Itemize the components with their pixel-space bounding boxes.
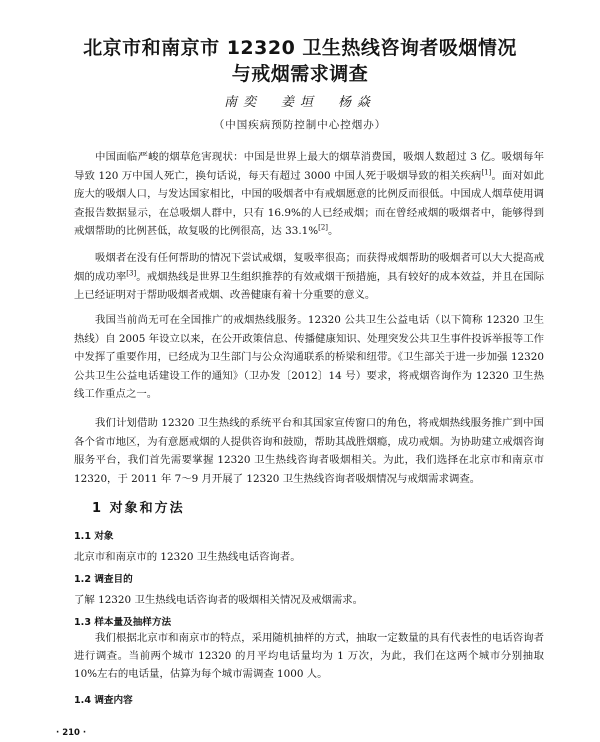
paragraph-2 — [74, 249, 544, 305]
article-title-line-2: 与戒烟需求调查 — [231, 63, 369, 85]
paragraph-3: 我国当前尚无可在全国推广的戒烟热线服务。12320 公共卫生公益电话（以下简称 12320 卫生热线）自 2005 年设立以来，在公开政策信息、传播健康知识、处理突发公共卫生事件投诉举报等工作中发挥了重要作用，已经成为卫生部门与公众沟通联系的桥梁和纽带。《卫生部关于进一步加强 12320 公共卫生公益电话建设工作的通知》（卫办发〔2012〕14 号）要求，将戒烟咨询作为 12320 卫生热线工作重点之一。 — [74, 314, 544, 400]
section-1-heading: 1 对象和方法 — [92, 501, 185, 516]
paragraph-1 — [74, 148, 544, 241]
subsection-1-1-heading: 1.1 对象 — [74, 531, 114, 542]
subsection-1-2-text: 了解 12320 卫生热线电话咨询者的吸烟相关情况及戒烟需求。 — [74, 594, 364, 606]
paragraph-1-end: 。 — [328, 225, 339, 237]
paragraph-1-text: 中国面临严峻的烟草危害现状：中国是世界上最大的烟草消费国，吸烟人数超过 3 亿。吸烟每年导致 120 万中国人死亡，换句话说，每天有超过 3000 中国人死于吸烟导致的相关疾病 — [74, 151, 544, 182]
subsection-1-2-heading: 1.2 调查目的 — [74, 574, 133, 585]
affiliation: （中国疾病预防控制中心控烟办） — [213, 119, 387, 131]
subsection-1-3-text: 我们根据北京市和南京市的特点，采用随机抽样的方式，抽取一定数量的具有代表性的电话咨询者进行调查。当前两个城市 12320 的月平均电话量均为 1 万次，为此，我们在这两个城市分别抽取 10%左右的电话量，估算为每个城市需调查 1000 人。 — [74, 632, 544, 680]
paragraph-1-cont: 。面对如此庞大的吸烟人口，与发达国家相比，中国的吸烟者中有戒烟愿意的比例反而很低。中国成人烟草使用调查报告数据显示，在总吸烟人群中，只有 16.9%的人已经戒烟；而在曾经戒烟的吸烟者中，能够得到戒烟帮助的比例甚低，故复吸的比例很高，达 33.1% — [74, 169, 545, 237]
article-title-line-1: 北京市和南京市 12320 卫生热线咨询者吸烟情况 — [83, 37, 517, 59]
paragraph-2-text: 吸烟者在没有任何帮助的情况下尝试戒烟，复吸率很高；而获得戒烟帮助的吸烟者可以大大提高戒烟的成功率 — [74, 252, 544, 283]
citation-1: [1] — [481, 168, 492, 177]
subsection-1-1-text: 北京市和南京市的 12320 卫生热线电话咨询者。 — [74, 551, 301, 563]
authors: 南奕 姜垣 杨焱 — [223, 95, 376, 110]
citation-3: [3] — [126, 269, 137, 278]
page-number: · 210 · — [56, 728, 87, 738]
paragraph-4: 我们计划借助 12320 卫生热线的系统平台和其国家宣传窗口的角色，将戒烟热线服务推广到中国各个省市地区，为有意愿戒烟的人提供咨询和鼓励，帮助其战胜烟瘾，成功戒烟。为协助建立戒烟咨询服务平台，我们首先需要掌握 12320 卫生热线咨询者吸烟相关。为此，我们选择在北京市和南京市 12320，于 2011 年 7～9 月开展了 12320 卫生热线咨询者吸烟情况与戒烟需求调查。 — [74, 417, 544, 485]
subsection-1-3-heading: 1.3 样本量及抽样方法 — [74, 617, 172, 628]
citation-2: [2] — [318, 223, 329, 232]
paragraph-2-cont: 。戒烟热线是世界卫生组织推荐的有效戒烟干预措施，具有较好的成本效益，并且在国际上已经证明对于帮助吸烟者戒烟、改善健康有着十分重要的意义。 — [74, 270, 544, 301]
subsection-1-4-heading: 1.4 调查内容 — [74, 695, 133, 706]
